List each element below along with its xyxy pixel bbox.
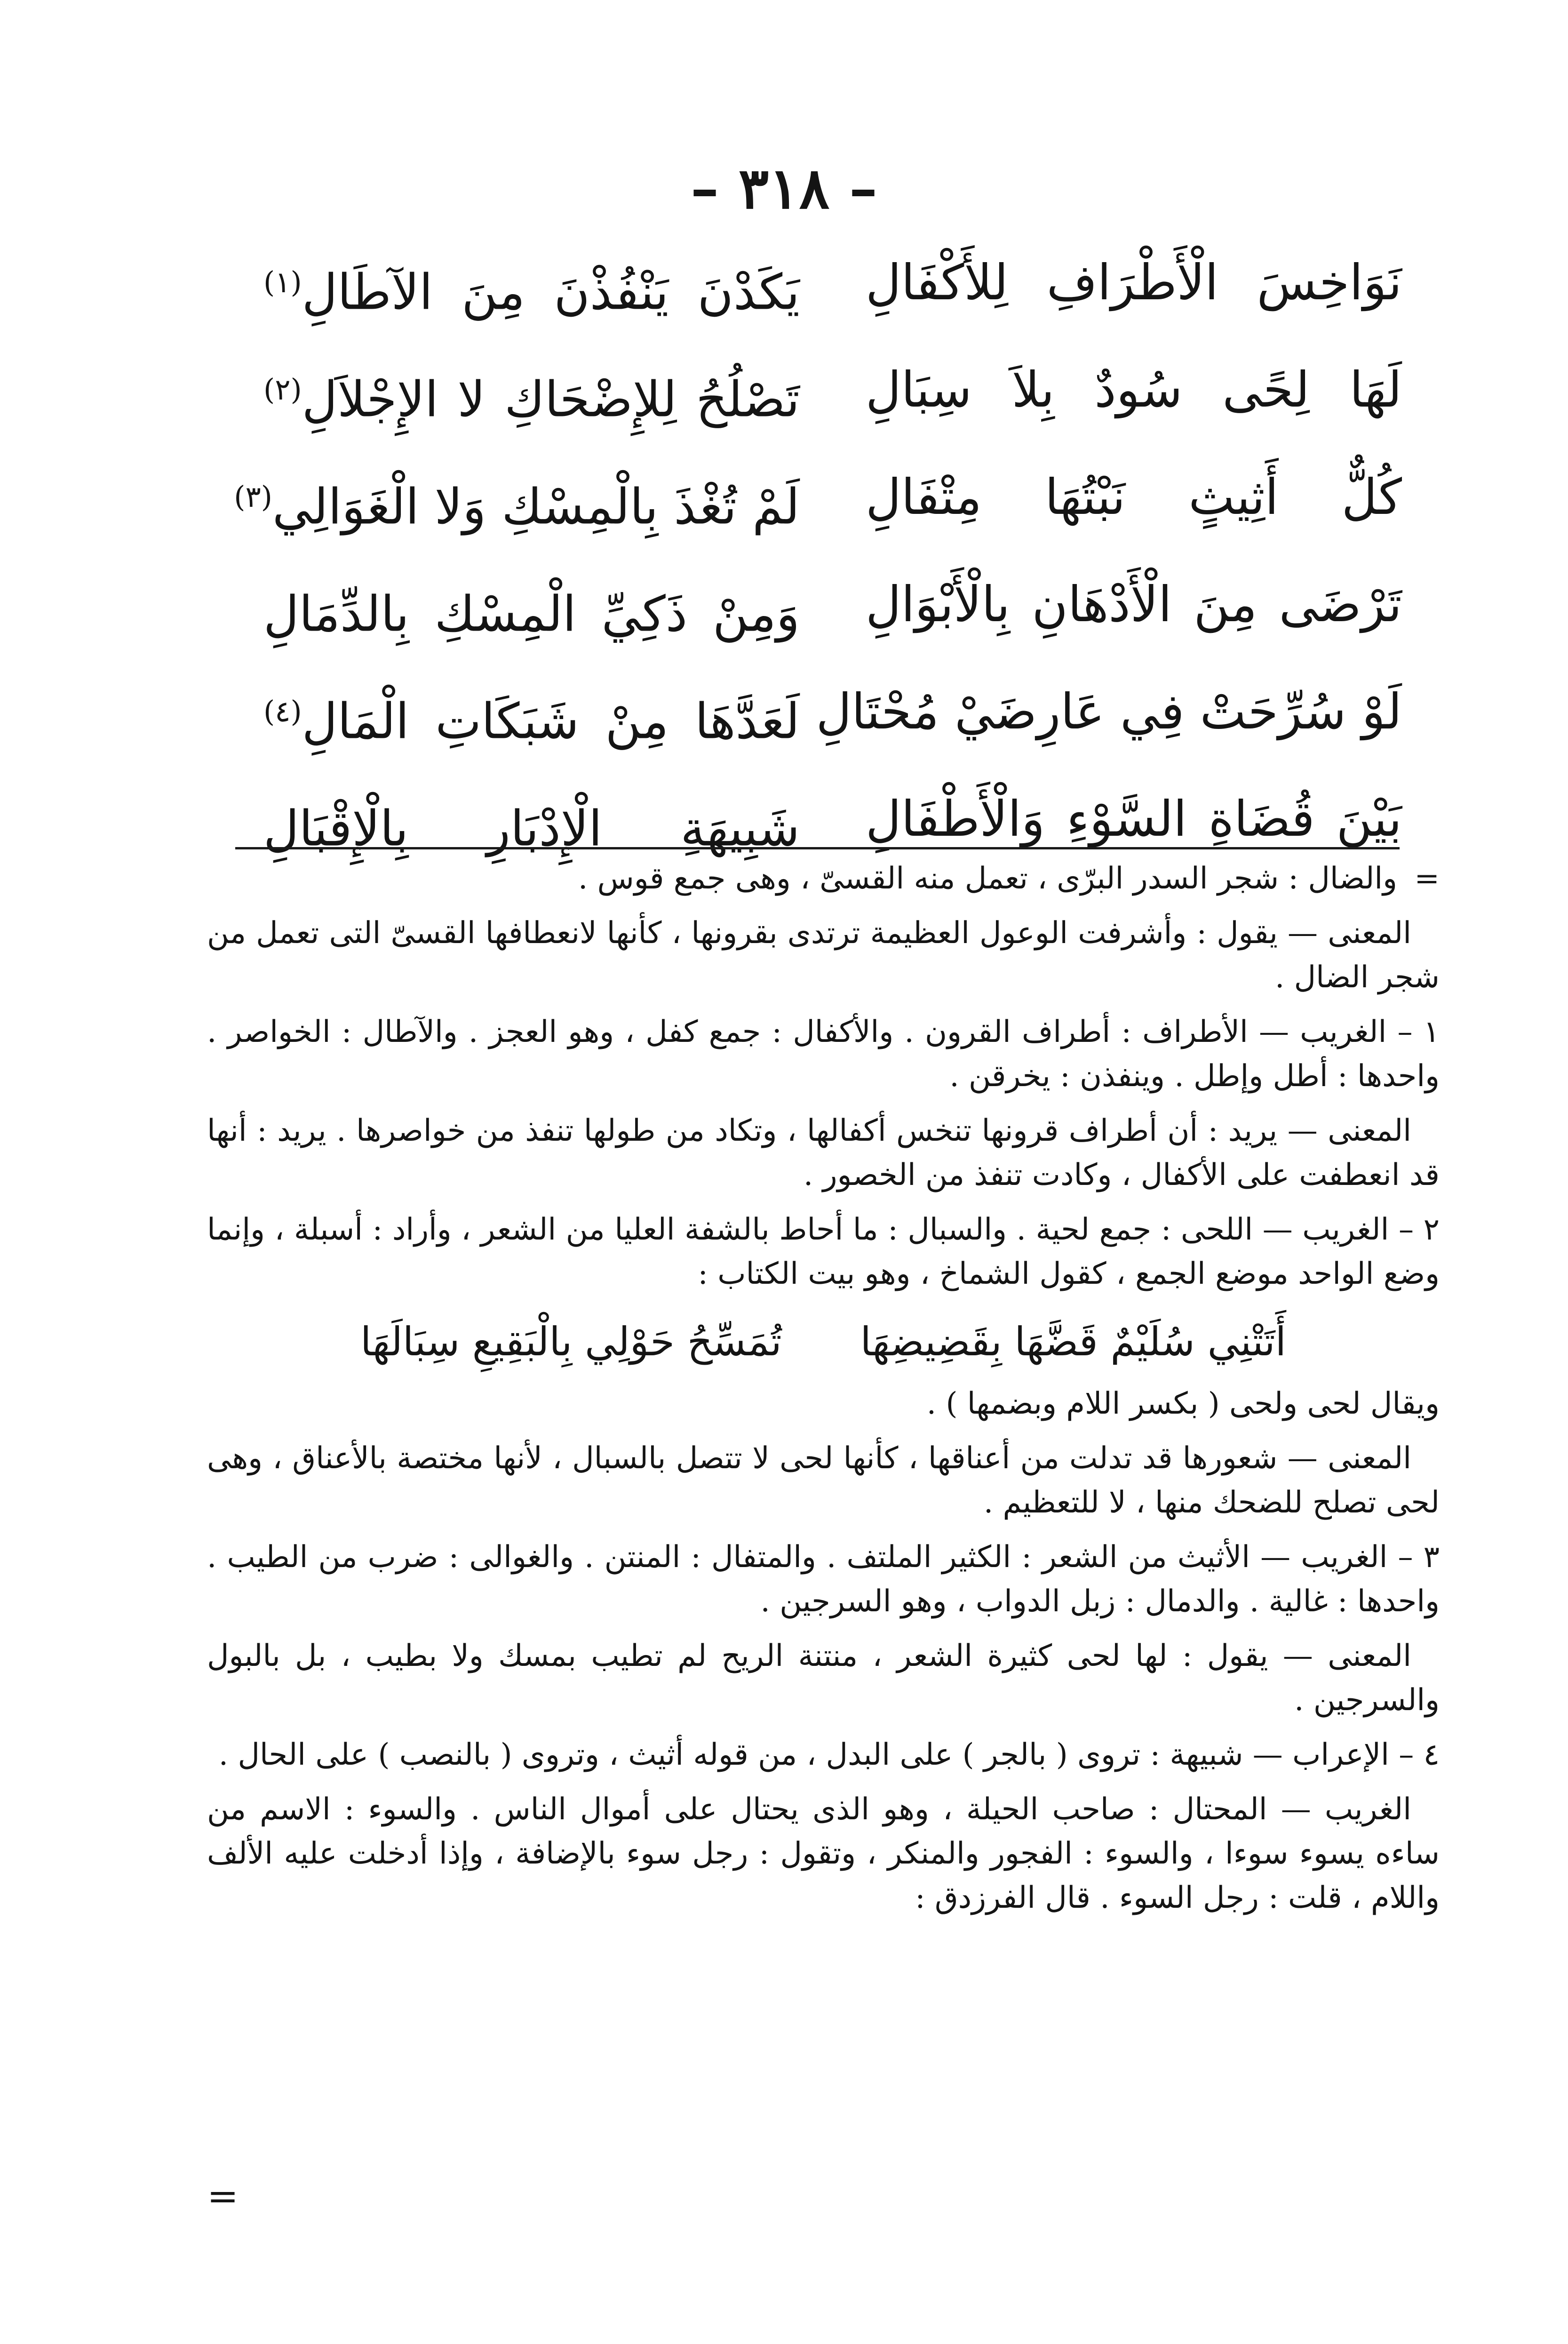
note-4-iraab: ٤ – الإعراب — شبيهة : تروى ( بالجر ) على البدل ، من قوله أثيث ، وتروى ( بالنصب ) على الحال . xyxy=(218,1737,1440,1772)
note-2-gharib: ٢ – الغريب — اللحى : جمع لحية . والسبال : ما أحاط بالشفة العليا من الشعر ، وأراد : أسبلة ، وإنما وضع الواحد موضع الجمع ، كقول الشماخ ، وهو بيت الكتاب : xyxy=(207,1212,1440,1291)
first-hemistich: كُلٌّ أَثِيثٍ نَبْتُهَا مِتْفَالِ xyxy=(866,468,1402,526)
continuation-mark: = xyxy=(1414,861,1440,896)
verse-5 xyxy=(263,664,1402,772)
second-hemistich xyxy=(263,235,800,339)
note-4-gharib: الغريب — المحتال : صاحب الحيلة ، وهو الذى يحتال على أموال الناس . والسوء : الاسم من ساءه يسوء سوءا ، والسوء : الفجور والمنكر ، وتقول : رجل سوء بالإضافة ، وإذا أدخلت عليه الألف واللام ، قلت : رجل السوء . قال الفرزدق : xyxy=(207,1792,1440,1915)
second-hemistich xyxy=(263,664,800,768)
quoted-verse-first: أَتَتْنِي سُلَيْمٌ قَضَّهَا بِقَضِيضِهَا xyxy=(860,1319,1287,1365)
verse-2 xyxy=(263,343,1402,450)
note-2-meaning: المعنى — شعورها قد تدلت من أعناقها ، كأنها لحى لا تتصل بالسبال ، لأنها مختصة بالأعناق ، وهى لحى تصلح للضحك منها ، لا للتعظيم . xyxy=(207,1441,1440,1520)
continuation-mark-end: = xyxy=(207,2174,239,2218)
meaning-paragraph: المعنى — يقول : وأشرفت الوعول العظيمة ترتدى بقرونها ، كأنها لانعطافها القسىّ التى تعمل من شجر الضال . xyxy=(207,916,1440,995)
commentary xyxy=(207,856,1440,1930)
gloss-text: والضال : شجر السدر البرّى ، تعمل منه القسىّ ، وهى جمع قوس . xyxy=(578,861,1397,896)
note-1-meaning: المعنى — يريد : أن أطراف قرونها تنخس أكفالها ، وتكاد من طولها تنفذ من خواصرها . يريد : أنها قد انعطفت على الأكفال ، وكادت تنفذ من الخصور . xyxy=(207,1113,1440,1192)
quoted-verse-second: تُمَسِّحُ حَوْلِي بِالْبَقِيعِ سِبَالَهَا xyxy=(360,1319,782,1365)
continued-gloss xyxy=(207,856,1440,901)
separator-rule xyxy=(235,847,1400,849)
second-hemistich-text: وَمِنْ ذَكِيِّ الْمِسْكِ بِالدِّمَالِ xyxy=(263,585,800,643)
verse-3 xyxy=(234,450,1402,557)
second-hemistich-text: لَعَدَّهَا مِنْ شَبَكَاتِ الْمَالِ xyxy=(302,692,800,750)
note-2-variant: ويقال لحى ولحى ( بكسر اللام وبضمها ) . xyxy=(926,1386,1440,1421)
second-hemistich-text: لَمْ تُغْذَ بِالْمِسْكِ وَلا الْغَوَالِي xyxy=(272,478,800,536)
first-hemistich: لَوْ سُرِّحَتْ فِي عَارِضَيْ مُحْتَالِ xyxy=(816,683,1402,740)
second-hemistich xyxy=(234,450,800,554)
page-number: – ٣١٨ – xyxy=(691,155,877,222)
first-hemistich: بَيْنَ قُضَاةِ السَّوْءِ وَالْأَطْفَالِ xyxy=(866,790,1402,848)
footnote-marker: (٤) xyxy=(263,694,302,728)
second-hemistich xyxy=(263,557,800,661)
verse-1 xyxy=(263,235,1402,343)
footnote-marker: (٣) xyxy=(234,480,272,514)
quoted-verse xyxy=(207,1306,1440,1377)
second-hemistich-text: شَبِيهَةِ الْإِدْبَارِ بِالْإِقْبَالِ xyxy=(263,800,800,857)
second-hemistich-text: يَكَدْنَ يَنْفُذْنَ مِنَ الآطَالِ xyxy=(302,263,800,321)
second-hemistich xyxy=(263,343,800,447)
footnote-marker: (١) xyxy=(263,265,302,299)
note-3-meaning: المعنى — يقول : لها لحى كثيرة الشعر ، منتنة الريح لم تطيب بمسك ولا بطيب ، بل بالبول والسرجين . xyxy=(207,1639,1440,1718)
note-1-gharib: ١ – الغريب — الأطراف : أطراف القرون . والأكفال : جمع كفل ، وهو العجز . والآطال : الخواصر . واحدها : أطل وإطل . وينفذن : يخرقن . xyxy=(207,1015,1440,1094)
note-3-gharib: ٣ – الغريب — الأثيث من الشعر : الكثير الملتف . والمتفال : المنتن . والغوالى : ضرب من الطيب . واحدها : غالية . والدمال : زبل الدواب ، وهو السرجين . xyxy=(207,1540,1440,1619)
footnote-marker: (٢) xyxy=(263,372,302,407)
verse-4 xyxy=(263,557,1402,664)
second-hemistich-text: تَصْلُحُ لِلإِضْحَاكِ لا الإِجْلاَلِ xyxy=(302,370,800,428)
first-hemistich: تَرْضَى مِنَ الْأَدْهَانِ بِالْأَبْوَالِ xyxy=(866,576,1402,633)
first-hemistich: لَهَا لِحًى سُودٌ بِلاَ سِبَالِ xyxy=(866,361,1402,418)
poem xyxy=(234,235,1402,879)
first-hemistich: نَوَاخِسَ الْأَطْرَافِ لِلأَكْفَالِ xyxy=(866,254,1402,311)
